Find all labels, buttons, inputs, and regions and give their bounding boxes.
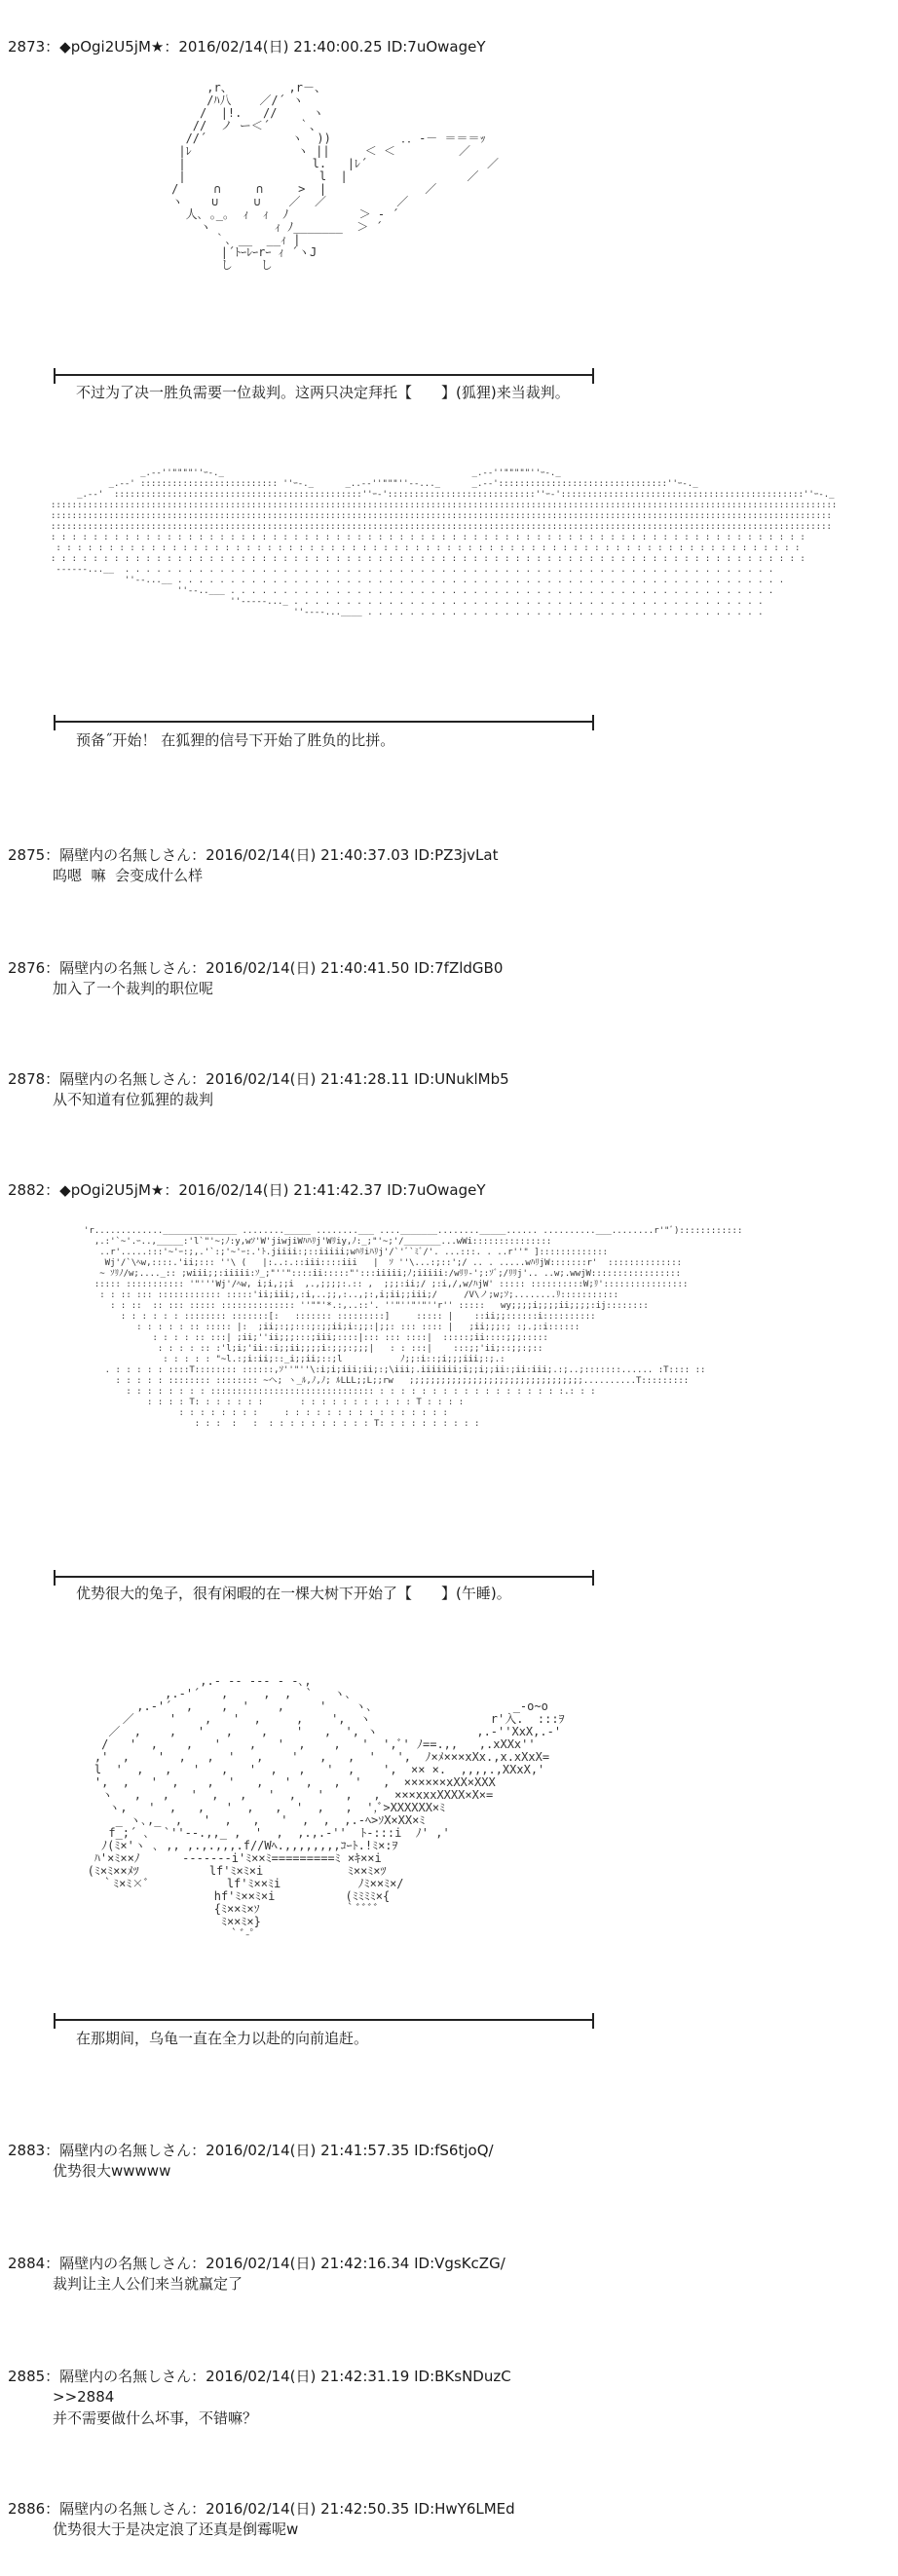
post-2878 <box>8 1069 884 1110</box>
post-2873 <box>8 37 884 56</box>
post-header: 2878：隔壁内の名無しさん：2016/02/14(日) 21:41:28.11 ID:UNuklMb5 <box>8 1070 509 1088</box>
divider-line <box>54 1576 594 1578</box>
post-2876 <box>8 958 884 999</box>
post-header: 2883：隔壁内の名無しさん：2016/02/14(日) 21:41:57.35 ID:fS6tjoQ/ <box>8 2142 494 2159</box>
caption-landscape: 预备˝开始！ 在狐狸的信号下开始了胜负的比拼。 <box>76 731 395 749</box>
divider-line <box>54 374 594 376</box>
divider-line <box>54 2019 594 2021</box>
post-body: 从不知道有位狐狸的裁判 <box>53 1091 214 1108</box>
post-header: 2884：隔壁内の名無しさん：2016/02/14(日) 21:42:16.34 ID:VgsKcZG/ <box>8 2255 505 2272</box>
post-2883 <box>8 2141 884 2182</box>
caption-fox: 不过为了决一胜负需要一位裁判。这两只决定拜托【 】(狐狸)来当裁判。 <box>76 384 570 401</box>
post-header: 2886：隔壁内の名無しさん：2016/02/14(日) 21:42:50.35 ID:HwY6LMEd <box>8 2500 515 2518</box>
post-2875 <box>8 845 884 886</box>
post-2886 <box>8 2499 884 2540</box>
post-2885 <box>8 2367 884 2429</box>
divider-line <box>54 721 594 723</box>
post-header: 2885：隔壁内の名無しさん：2016/02/14(日) 21:42:31.19 ID:BKsNDuzC <box>8 2368 511 2385</box>
post-header: 2876：隔壁内の名無しさん：2016/02/14(日) 21:40:41.50 ID:7fZldGB0 <box>8 959 504 977</box>
post-body: 优势很大wwwww <box>53 2162 171 2180</box>
post-2882 <box>8 1180 884 1200</box>
post-header: 2873：◆pOgi2U5jM★：2016/02/14(日) 21:40:00.25 ID:7uOwageY <box>8 38 486 56</box>
landscape-ascii-art: _.-‐''""""''ｰ-._ _.-‐''"""""''ｰ-._ _.-‐' :::::::::::::::::::::::::: ''ｰ-._ _..-‐''"""''‐-..._ _.-‐'::::::::::::::::::::::::::::::::''ｰ-._ _.-‐' :::::::::::::::::::::::::::::::::::::::::::::::''ｰ‐'::::::::::::::::::::::::::::''ｰ‐'::::::::::::::::::::::::::::::::::::::::::::::''ｰ-._ ::::::::::::::::::::::::::::::::::::::::::::::::::::::::::::::::::::::::::::::::::::::::::::::::::::::::::::::::::::::::::::::::::::::::::::::::::::: :::::::::::::::::::::::::::::::::::::::::::::::::::::::::::::::::::::::::::::::::::::::::::::::::::::::::::::::::::::::::::::::::::::::::::::::::::: :::::::::::::::::::::::::::::::::::::::::::::::::::::::::::::::::::::::::::::::::::::::::::::::::::::::::::::::::::::::::::::::::::::::::::::::::::: : : : : : : : : : : : : : : : : : : : : : : : : : : : : : : : : : : : : : : : : : : : : : : : : : : : : : : : : : : : : : : : : : : : : : : : : : : : : : : : : : : : : : : : : : : : : : : : : : : : : : : : : : : : : : : : : : : : : : : : : : : : : : : : : : : : : : : : : : : : : : : : : : : : : : : : : : : : : : : : : : : : : : : : : : : : : : : : : : : : : : : : : : : : : : : : : : : : : : : : : : : : : : : : : : : : : : : : ‐‐‐---...__ . . . . . . . . . . . . . . . . . . . . . . . . . . . . . . . . . . . . . . . . . . . . . . . . . . . . . . . . . . . . . . ''‐-...__ . . . . . . . . . . . . . . . . . . . . . . . . . . . . . . . . . . . . . . . . . . . . . . . . . . . . . . . . . . ''‐-..___ . . . . . . . . . . . . . . . . . . . . . . . . . . . . . . . . . . . . . . . . . . . . . . . . . . . . ''‐‐-‐-..._ . . . . . . . . . . . . . . . . . . . . . . . . . . . . . . . . . . . . . . . . . . . . . ''‐‐--...____ . . . . . . . . . . . . . . . . . . . . . . . . . . . . . . . . . . . . . . <box>51 468 838 617</box>
post-body: 优势很大于是决定浪了还真是倒霉呢w <box>53 2520 299 2538</box>
post-header: 2875：隔壁内の名無しさん：2016/02/14(日) 21:40:37.03 ID:PZ3jvLat <box>8 846 499 864</box>
turtle-ascii-art: ,.- ‐‐ ‐‐‐ ‐ -､, ,.‐'´ , , , ` ヽ､ ,.‐'´ , , ' , ' ヽ､ _-o~o ／ ' , ' , , ', ヽ r'入. :::ｦ ／ , , ' , , ' , ', ヽ ,.-''XxX,.-' / ' , , ' , ' , , ' ',ﾞ' ﾉ==.,, ,.xXXx'' ,' , ' , , ' , ' , , ' ', ﾉ×ﾒ×××xXx.,x.xXxX= l ' , , ' , ' , , ' , ', ×× ×. ,,,,.,XXxX,' ', , ' , , ' , ' , , ' , ××××××xXX×XXX ヽ , , ' , , ' , ' , , ×××xxxXXXX×X×= ヽ, ' , , ' , , ' , , ',ﾞ>XXXXXX×ﾐ _ ヽ､,_ , ' , , ' , , ,.-ﾍ>ｿX×XX×ﾐ f_;´ ､ `''‐-.,,_ , ' , ,.,.-'' ﾄ-:::i ﾉ' ,' ﾉ(ﾐ×'ヽ ､ ,, ,.,.,,,.f//Wﾍ.,,,,,,,,ｺｰﾄ.!ﾐ×:ｦ ﾊ'×ﾐ××ﾉ ‐‐‐‐‐‐‐i'ﾐ××ﾐ=========ﾐ ×ｷ××i (ﾐ×ﾐ××ﾒﾂ lf'ﾐ×ﾐ×i ﾐ××ﾐ×ﾂ ｀ﾐ×ﾐ×ﾞ lf'ﾐ××ﾐi ﾉﾐ××ﾐ×/ hf'ﾐ××ﾐ×i (ﾐﾐﾐﾐ×{ {ﾐ××ﾐ×ｿ ｀ﾞﾞﾞﾞ ﾐ××ﾐ×} ｀ﾞ-ﾟ <box>87 1674 565 1941</box>
post-body: 加入了一个裁判的职位呢 <box>53 980 214 997</box>
post-body: 呜嗯 嘛 会变成什么样 <box>53 867 204 884</box>
post-2884 <box>8 2254 884 2295</box>
fox-ascii-art: ,r、 ,r－、 /ﾊ八 ／/´ ヽ / |!. // ヽ // ノ ー＜´ ｀、 //´ ヽ )) ．．-－ ＝＝＝ｯ |ﾚ ヽ || ＜ ＜ ／ | l. |ﾚ´ ／ | l | ／ / ∩ ∩ > | ／ ヽ ∪ ∪ ／ ／ ／ 人､ ｡_｡ ｨ ｨ ﾉ ＞ ‐ ´ ヽ ｨ ﾉ_______ ＞ ´ ｀､ __ __ｨ | |´ﾄｰﾚｰrｰ ｨ ´ヽJ し し <box>171 81 500 272</box>
rabbit-ascii-art: 'r.............______________ ........_____ ........___ ...._______........_____...... ..........___........r'"ﾞ):::::::::::: ,.:'`~'.ｰ..,_____:'l`"'~;ﾉ:y,wｿ'W'jiwjiWﾊﾊﾘj'Wﾘiy,ﾉ:_;"'~;'/_______...wWi::::::::::::::: ..r'.....:::'~'ｰ:;,.'`:;'~'ｰ:.'ﾄ.jiiii:;::iiiii;wﾊﾘiﾊﾘj'/`'ﾞ`ﾐﾞ/'. ...:::. . ..r''" ]::::::::::::: Wj'/`\ﾍw,::::.'ii;::: ''\ ( |:..:.::iii::::iii | ｿ ''\...:;::';/ .. . .....wﾊﾘjW:::::::r' :::::::::::::: ~ ｿﾘﾉ/w;...._:: ;wiii;;:iiiii:ｿ_;"''"::::ii:::::"':::iiiii;ﾉ;iiiii:/wﾘﾘ-';:ｿﾞ;/ﾘﾘj'.. ..w;.wwjW::::::::::::::::: ::::: ::::::::::: '"'''Wj'/ﾍw, i;i,;;i ,.,;;;;:.:: , ;;;:ii;/ ;:i,/,w/ﾊjW' ::::: ::::::::::W;ﾘ':::::::::::::::: : : :: ::: :::::::::::: :::::'ii;iii;,:i,..;;,:..,;:,i;ii;;iii;/ /V\ノ;w;ｿ;........ﾘ::::::::::: : : :: :: ::: ::::: :::::::::::::: ''""'*.:,..::'. ''"''"'"''r'' ::::: wy;;;;i;;;;ii;;;;:ij:::::::: : : : : : : :::::::: :::::::[: ::::::: :::::::::] ::::: | ::ii;;::::::i:::::::::: : : : : : :: ::::: |: ;ii;:;;:::;:;;ii;i:;;:|;;: ::: :::: | ;ii;;;:; :;.;:i:::::: : : : : :: :::| ;ii;''ii;;;:::;iii;::::|::: ::: ::::| :::::;ii::::;;;::::: : : : : :: :'l;i;'ii::i;;ii;;;;i:;;;:;;;| : : :::| :::;;'ii;::;;:;:: : : : : : "~l.:;i:ii;::_i;;ii;::;l ﾉ;;:i::;i;;;iii;:;.: . : : : : : ::::T:::::::: ::::::,ｿ''"''\:i;i;iii;ii;:;\iii;.iiiiiii;i;;i;;ii:;ii:iii;.:;..;:::::::...... :T:::: :: : : : : : :::::::: :::::::: ~ヘ; ヽ_ﾙ,ﾉ,ﾉ; ﾙLLL;;L;;rw ;;;;;;;;;;;;;;;;;;;;;;;;;;;;;;;;;..........T::::::::: : : : : : : : : ::::::::::::::::::::::::::::::: : : : : : : : : : : : : : : : : : :.: : : : : : : T: : : : : : : : : : : : : : : : : : T : : : : : : : : : : : : : : : : : : : : : : : : : : : : : : : : : : : : : : : : : : : T: : : : : : : : : : <box>84 1226 743 1429</box>
caption-rabbit: 优势很大的兔子，很有闲暇的在一棵大树下开始了【 】(午睡)。 <box>76 1585 511 1602</box>
post-header: 2882：◆pOgi2U5jM★：2016/02/14(日) 21:41:42.37 ID:7uOwageY <box>8 1181 486 1199</box>
post-body: 裁判让主人公们来当就赢定了 <box>53 2275 243 2293</box>
caption-turtle: 在那期间，乌龟一直在全力以赴的向前追赶。 <box>76 2030 369 2047</box>
post-body-with-reply-link[interactable]: >>2884 并不需要做什么坏事，不错嘛？ <box>53 2388 258 2427</box>
